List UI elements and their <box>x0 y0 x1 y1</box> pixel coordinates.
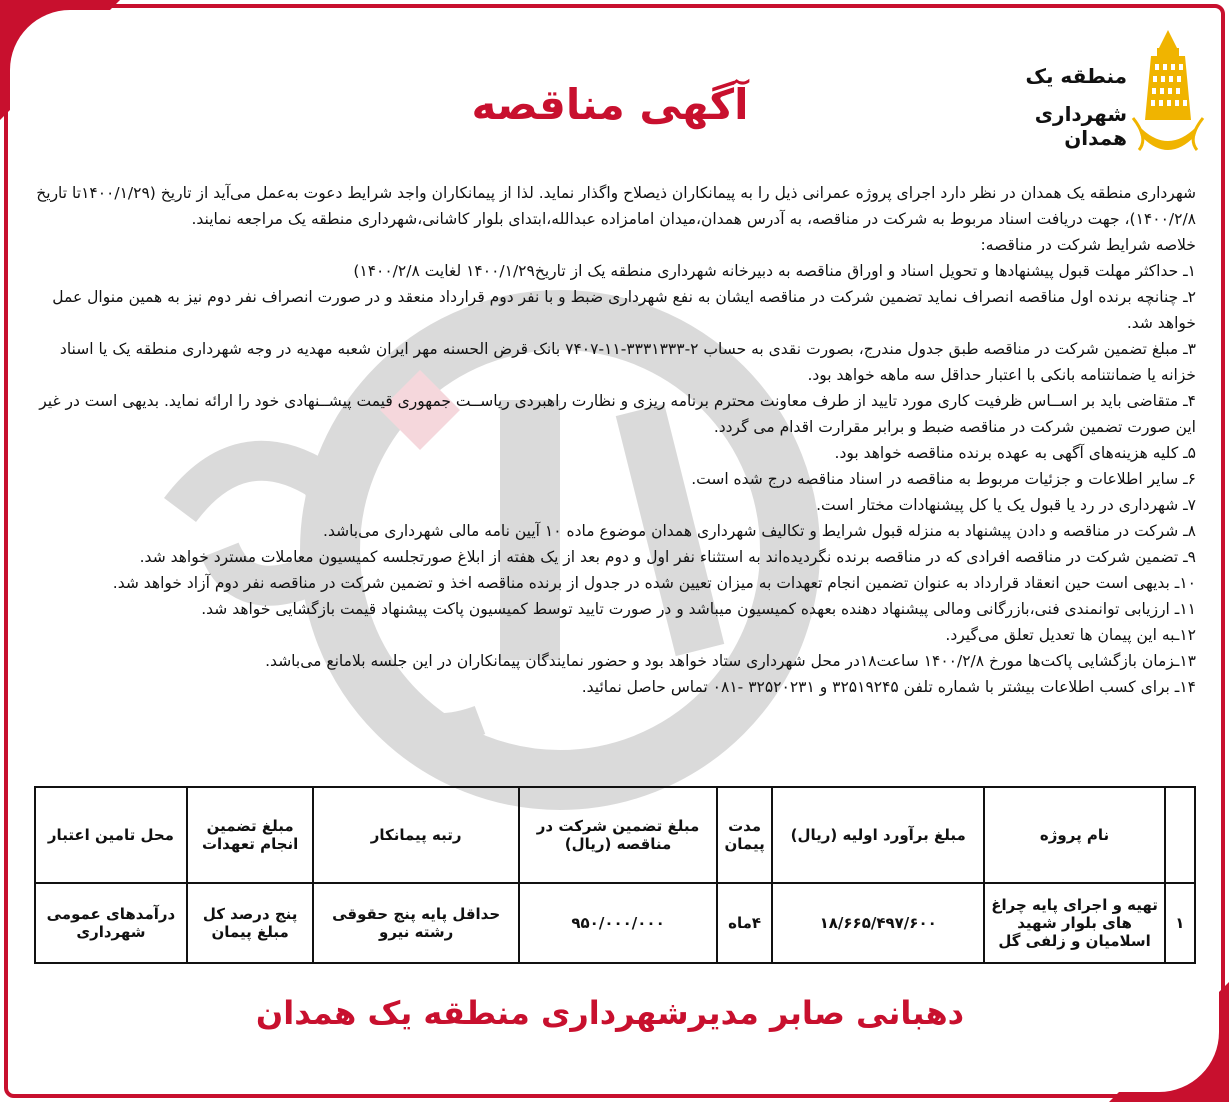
condition-item: ۳ـ مبلغ تضمین شرکت در مناقصه طبق جدول مندرج، بصورت نقدی به حساب ۲-۳۳۳۱۳۳۳-۱۱-۷۴۰۷ بانک قرض الحسنه مهر ایران شعبه مهدیه در وجه شهرداری منطقه یک یا اسناد خزانه یا ضمانتنامه بانکی با اعتبار حداقل سه ماهه خواهد بود. <box>59 340 1196 384</box>
header-initial-estimate: مبلغ برآورد اولیه (ریال) <box>772 787 985 883</box>
cell-contractor-rank: حداقل پایه پنج حقوقی رشته نیرو <box>313 883 518 963</box>
condition-item: ۱۴ـ برای کسب اطلاعات بیشتر با شماره تلفن ۳۲۵۱۹۲۴۵ و ۳۲۵۲۰۲۳۱ -۰۸۱ تماس حاصل نمائید. <box>581 678 1196 696</box>
cell-funding-source: درآمدهای عمومی شهرداری <box>35 883 187 963</box>
cell-bid-guarantee: ۹۵۰/۰۰۰/۰۰۰ <box>519 883 717 963</box>
header-bid-guarantee: مبلغ تضمین شرکت در مناقصه (ریال) <box>519 787 717 883</box>
condition-item: ۱۰ـ بدیهی است حین انعقاد قرارداد به عنوان تضمین انجام تعهدات به میزان تعیین شده در جدول از برنده مناقصه اخذ و تضمین شرکت در مناقصه نفر دوم آزاد خواهد شد. <box>112 574 1196 592</box>
condition-item: ۲ـ چنانچه برنده اول مناقصه انصراف نماید تضمین شرکت در مناقصه ایشان به نفع شهرداری ضبط و با نفر دوم قرارداد منعقد و در صورت انصراف نفر دوم نیز به همین منوال عمل خواهد شد. <box>52 288 1196 332</box>
logo-municipality-label: شهرداری همدان <box>1034 102 1127 150</box>
summary-heading: خلاصه شرایط شرکت در مناقصه: <box>980 236 1196 254</box>
condition-item: ۱ـ حداکثر مهلت قبول پیشنهادها و تحویل اسناد و اوراق مناقصه به دبیرخانه شهرداری منطقه یک از تاریخ۱۴۰۰/۱/۲۹ لغایت ۱۴۰۰/۲/۸) <box>353 262 1196 280</box>
notice-body <box>36 180 1196 700</box>
header-duration: مدت پیمان <box>717 787 772 883</box>
condition-item: ۵ـ کلیه هزینه‌های آگهی به عهده برنده مناقصه خواهد بود. <box>834 444 1196 462</box>
condition-item: ۹ـ تضمین شرکت در مناقصه افرادی که در مناقصه برنده نگردیده‌اند به استثناء نفر اول و دوم بعد از یک هفته از ابلاغ صورتجلسه کمیسیون معاملات مسترد خواهد شد. <box>139 548 1196 566</box>
tower-icon <box>1129 28 1207 158</box>
condition-item: ۱۳ـزمان بازگشایی پاکت‌ها مورخ ۱۴۰۰/۲/۸ ساعت۱۸در محل شهرداری ستاد خواهد بود و حضور نمایندگان پیمانکاران در این جلسه بلامانع می‌باشد. <box>265 652 1196 670</box>
cell-performance-guarantee: پنج درصد کل مبلغ پیمان <box>187 883 314 963</box>
condition-item: ۸ـ شرکت در مناقصه و دادن پیشنهاد به منزله قبول شرایط و تکالیف شهرداری همدان موضوع ماده ۱۰ آیین نامه مالی شهرداری می‌باشد. <box>323 522 1196 540</box>
condition-item: ۱۲ـبه این پیمان ها تعدیل تعلق می‌گیرد. <box>945 626 1196 644</box>
condition-item: ۱۱ـ ارزیابی توانمندی فنی،بازرگانی ومالی پیشنهاد دهنده بعهده کمیسیون میباشد و در صورت تایید توسط کمیسیون پاکت پیشنهاد قیمت بازگشایی خواهد شد. <box>201 600 1196 618</box>
condition-item: ۶ـ سایر اطلاعات و جزئیات مربوط به مناقصه در اسناد مناقصه درج شده است. <box>691 470 1196 488</box>
table-header-row <box>35 787 1195 883</box>
notice-title: آگهی مناقصه <box>471 80 749 129</box>
cell-initial-estimate: ۱۸/۶۶۵/۴۹۷/۶۰۰ <box>772 883 985 963</box>
logo-district-label: منطقه یک <box>1025 64 1127 88</box>
condition-item: ۴ـ متقاضی باید بر اســاس ظرفیت کاری مورد تایید از طرف معاونت محترم برنامه ریزی و نظارت راهبردی ریاســت جمهوری قیمت پیشــنهادی خود را ارائه نماید. بدیهی است در غیر این صورت تضمین شرکت در مناقصه ضبط و برابر مقرارت اقدام می گردد. <box>39 392 1196 436</box>
cell-row-number: ۱ <box>1165 883 1195 963</box>
cell-project-name: تهیه و اجرای پایه چراغ های بلوار شهید اسلامیان و زلفی گل <box>984 883 1164 963</box>
intro-paragraph: شهرداری منطقه یک همدان در نظر دارد اجرای پروژه عمرانی ذیل را به پیمانکاران ذیصلاح واگذار نماید. لذا از پیمانکاران واجد شرایط دعوت به‌عمل می‌آید از تاریخ (۱۴۰۰/۱/۲۹تا تاریخ ۱۴۰۰/۲/۸)، جهت دریافت اسناد مربوط به شرکت در مناقصه، به آدرس همدان،میدان امامزاده عبدالله،ابتدای بلوار کاشانی،شهرداری منطقه یک مراجعه نمایند. <box>36 184 1196 228</box>
header-contractor-rank: رتبه پیمانکار <box>313 787 518 883</box>
cell-duration: ۴ماه <box>717 883 772 963</box>
condition-item: ۷ـ شهرداری در رد یا قبول یک یا کل پیشنهادات مختار است. <box>816 496 1196 514</box>
header-row-number <box>1165 787 1195 883</box>
tender-table <box>34 786 1196 964</box>
header-funding-source: محل تامین اعتبار <box>35 787 187 883</box>
signature-line: دهبانی صابر مدیرشهرداری منطقه یک همدان <box>255 994 965 1032</box>
header-project-name: نام پروژه <box>984 787 1164 883</box>
municipality-logo <box>1007 28 1207 168</box>
header-performance-guarantee: مبلغ تضمین انجام تعهدات <box>187 787 314 883</box>
table-row <box>35 883 1195 963</box>
